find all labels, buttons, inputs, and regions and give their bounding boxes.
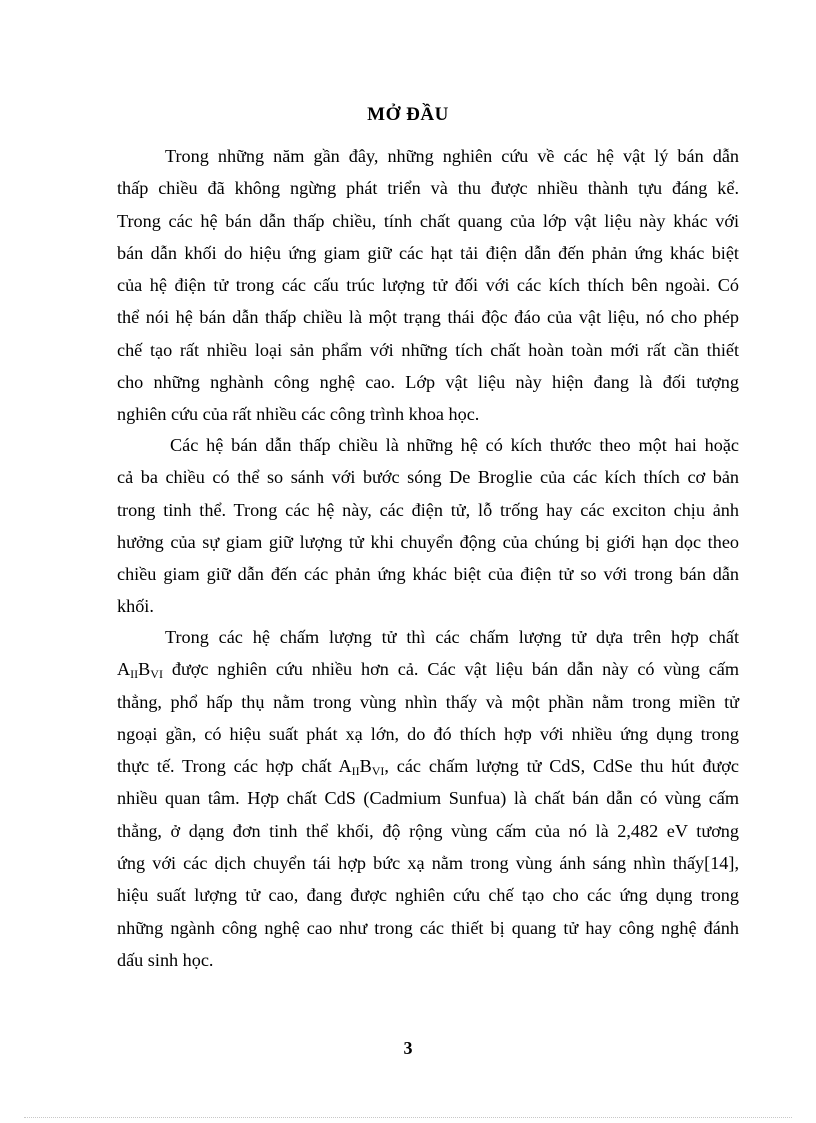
paragraph-line: nhiều quan tâm. Hợp chất CdS (Cadmium Sunfua) là chất bán dẫn có vùng cấm (117, 788, 739, 809)
paragraph-line: Trong các hệ chấm lượng tử thì các chấm lượng tử dựa trên hợp chất (165, 627, 739, 647)
paragraph-line: bán dẫn khối do hiệu ứng giam giữ các hạt tải điện dẫn đến phản ứng khác biệt (117, 242, 739, 263)
paragraph-line: thể nói hệ bán dẫn thấp chiều là một trạng thái độc đáo của vật liệu, nó cho phép (117, 307, 739, 328)
paragraph-line: Các hệ bán dẫn thấp chiều là những hệ có kích thước theo một hai hoặc (170, 435, 739, 455)
paragraph-line: thực tế. Trong các hợp chất $A_{II}B_{VI}$, các chấm lượng tử CdS, CdSe thu hút được (117, 756, 739, 779)
paragraph-line: thẳng, ở dạng đơn tinh thể khối, độ rộng vùng cấm của nó là 2,482 eV tương (117, 820, 739, 841)
compound-formula: $A_{II}B_{VI}$ (117, 659, 163, 682)
paragraph-line: $A_{II}B_{VI}$ được nghiên cứu nhiều hơn cả. Các vật liệu bán dẫn này có vùng cấm (117, 659, 739, 682)
compound-formula: $A_{II}B_{VI}$ (338, 756, 385, 779)
paragraph-line: cả ba chiều có thể so sánh với bước sóng De Broglie của các kích thích cơ bản (117, 467, 739, 488)
paragraph-line: chiều giam giữ dẫn đến các phản ứng khác biệt của điện tử so với trong bán dẫn (117, 564, 739, 585)
footer-divider (24, 1117, 792, 1118)
paragraph-line: hưởng của sự giam giữ lượng tử khi chuyển động của chúng bị giới hạn dọc theo (117, 531, 739, 552)
paragraph-2 (117, 429, 739, 623)
paragraph-line: ngoại gần, có hiệu suất phát xạ lớn, do đó thích hợp với nhiều ứng dụng trong (117, 723, 739, 744)
paragraph-line: ứng với các dịch chuyển tái hợp bức xạ nằm trong vùng ánh sáng nhìn thấy[14], (117, 853, 739, 874)
paragraph-line: chế tạo rất nhiều loại sản phẩm với những tích chất hoàn toàn mới rất cần thiết (117, 339, 739, 360)
paragraph-line: thẳng, phổ hấp thụ nằm trong vùng nhìn thấy và một phần nằm trong miền tử (117, 691, 739, 712)
paragraph-line: trong tinh thể. Trong các hệ này, các điện tử, lỗ trống hay các exciton chịu ảnh (117, 499, 739, 520)
paragraph-line: Trong những năm gần đây, những nghiên cứu về các hệ vật lý bán dẫn (165, 146, 739, 166)
paragraph-line: Trong các hệ bán dẫn thấp chiều, tính chất quang của lớp vật liệu này khác với (117, 210, 739, 231)
paragraph-line: dấu sinh học. (117, 949, 214, 970)
paragraph-line: thấp chiều đã không ngừng phát triển và thu được nhiều thành tựu đáng kể. (117, 178, 739, 199)
paragraph-line: nghiên cứu của rất nhiều các công trình khoa học. (117, 404, 480, 425)
paragraph-line: những ngành công nghệ cao như trong các thiết bị quang tử hay công nghệ đánh (117, 917, 739, 938)
paragraph-3 (117, 621, 739, 976)
page-title: MỞ ĐẦU (367, 104, 449, 125)
paragraph-line: khối. (117, 596, 154, 617)
page-number: 3 (403, 1038, 413, 1058)
paragraph-line: của hệ điện tử trong các cấu trúc lượng tử đối với các kích thích bên ngoài. Có (117, 275, 739, 296)
paragraph-1 (117, 140, 739, 431)
paragraph-line: hiệu suất lượng tử cao, đang được nghiên cứu chế tạo cho các ứng dụng trong (117, 885, 739, 906)
paragraph-line: cho những nghành công nghệ cao. Lớp vật liệu này hiện đang là đối tượng (117, 372, 739, 393)
